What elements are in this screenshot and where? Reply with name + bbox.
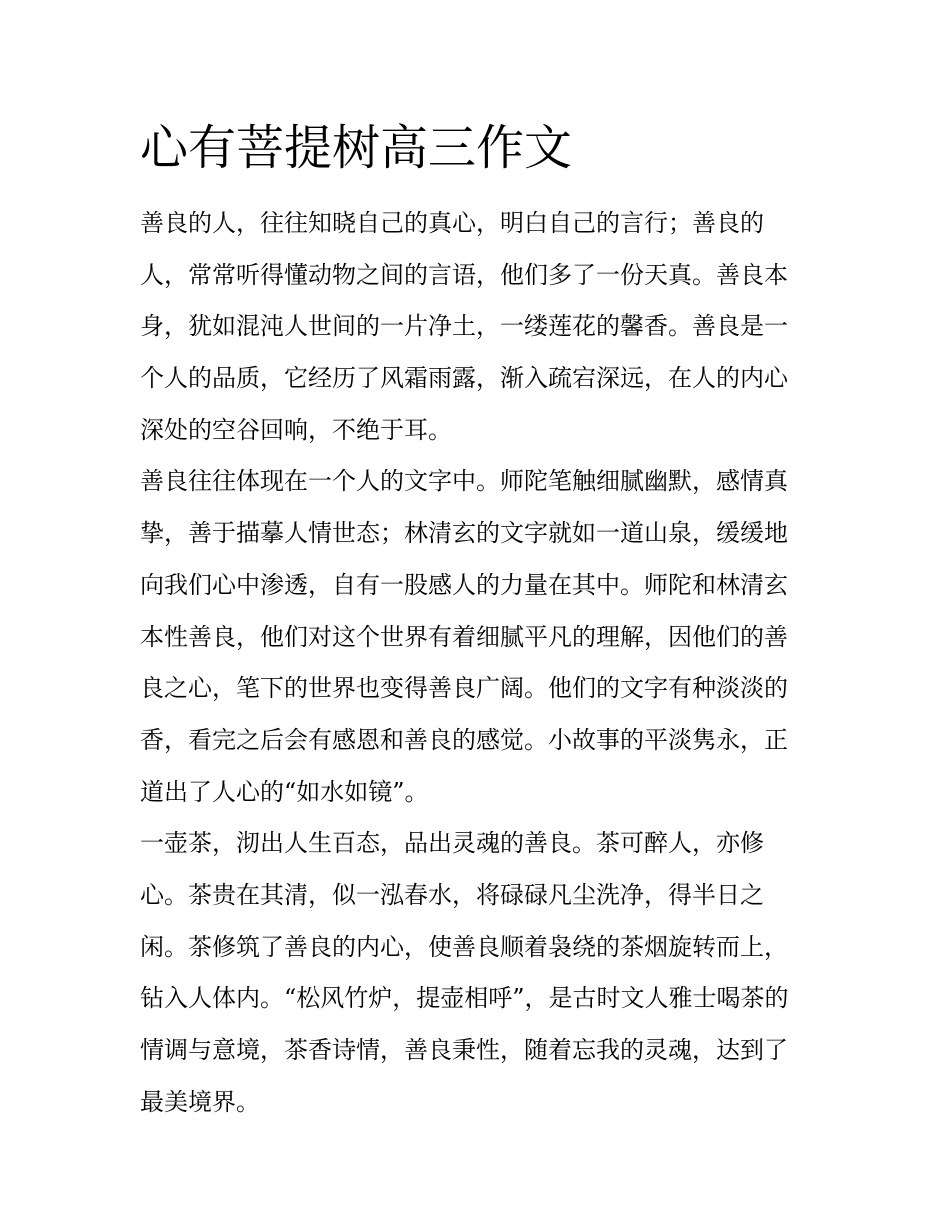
- page-title: 心有菩提树高三作文: [140, 120, 573, 176]
- paragraph-2: [140, 456, 820, 818]
- text-line: 向我们心中渗透，自有一股感人的力量在其中。师陀和林清玄: [140, 570, 788, 599]
- text-line: 本性善良，他们对这个世界有着细腻平凡的理解，因他们的善: [140, 622, 788, 651]
- text-line: 个人的品质，它经历了风霜雨露，渐入疏宕深远，在人的内心: [140, 364, 788, 393]
- text-line: 香，看完之后会有感恩和善良的感觉。小故事的平淡隽永，正: [140, 725, 788, 754]
- text-line: 钻入人体内。“松风竹炉，提壶相呼”，是古时文人雅士喝茶的: [140, 984, 789, 1013]
- text-line: 一壶茶，沏出人生百态，品出灵魂的善良。茶可醉人，亦修: [140, 829, 764, 858]
- text-line: 身，犹如混沌人世间的一片净土，一缕莲花的馨香。善良是一: [140, 312, 788, 341]
- text-line: 最美境界。: [140, 1087, 260, 1116]
- text-line: 深处的空谷回响，不绝于耳。: [140, 415, 452, 444]
- text-line: 情调与意境，茶香诗情，善良秉性，随着忘我的灵魂，达到了: [140, 1036, 788, 1064]
- text-line: 良之心，笔下的世界也变得善良广阔。他们的文字有种淡淡的: [140, 674, 788, 703]
- paragraph-1: [140, 198, 820, 456]
- text-line: 道出了人心的“如水如镜”。: [140, 777, 429, 806]
- text-line: 挚，善于描摹人情世态；林清玄的文字就如一道山泉，缓缓地: [140, 519, 788, 548]
- text-line: 闲。茶修筑了善良的内心，使善良顺着袅绕的茶烟旋转而上，: [140, 932, 788, 961]
- text-line: 善良往往体现在一个人的文字中。师陀笔触细腻幽默，感情真: [140, 467, 788, 496]
- paragraph-3: [140, 818, 820, 1128]
- essay-body: [140, 198, 820, 1128]
- text-line: 心。茶贵在其清，似一泓春水，将碌碌凡尘洗净，得半日之: [140, 880, 764, 909]
- text-line: 善良的人，往往知晓自己的真心，明白自己的言行；善良的: [140, 209, 764, 237]
- text-line: 人，常常听得懂动物之间的言语，他们多了一份天真。善良本: [140, 260, 788, 289]
